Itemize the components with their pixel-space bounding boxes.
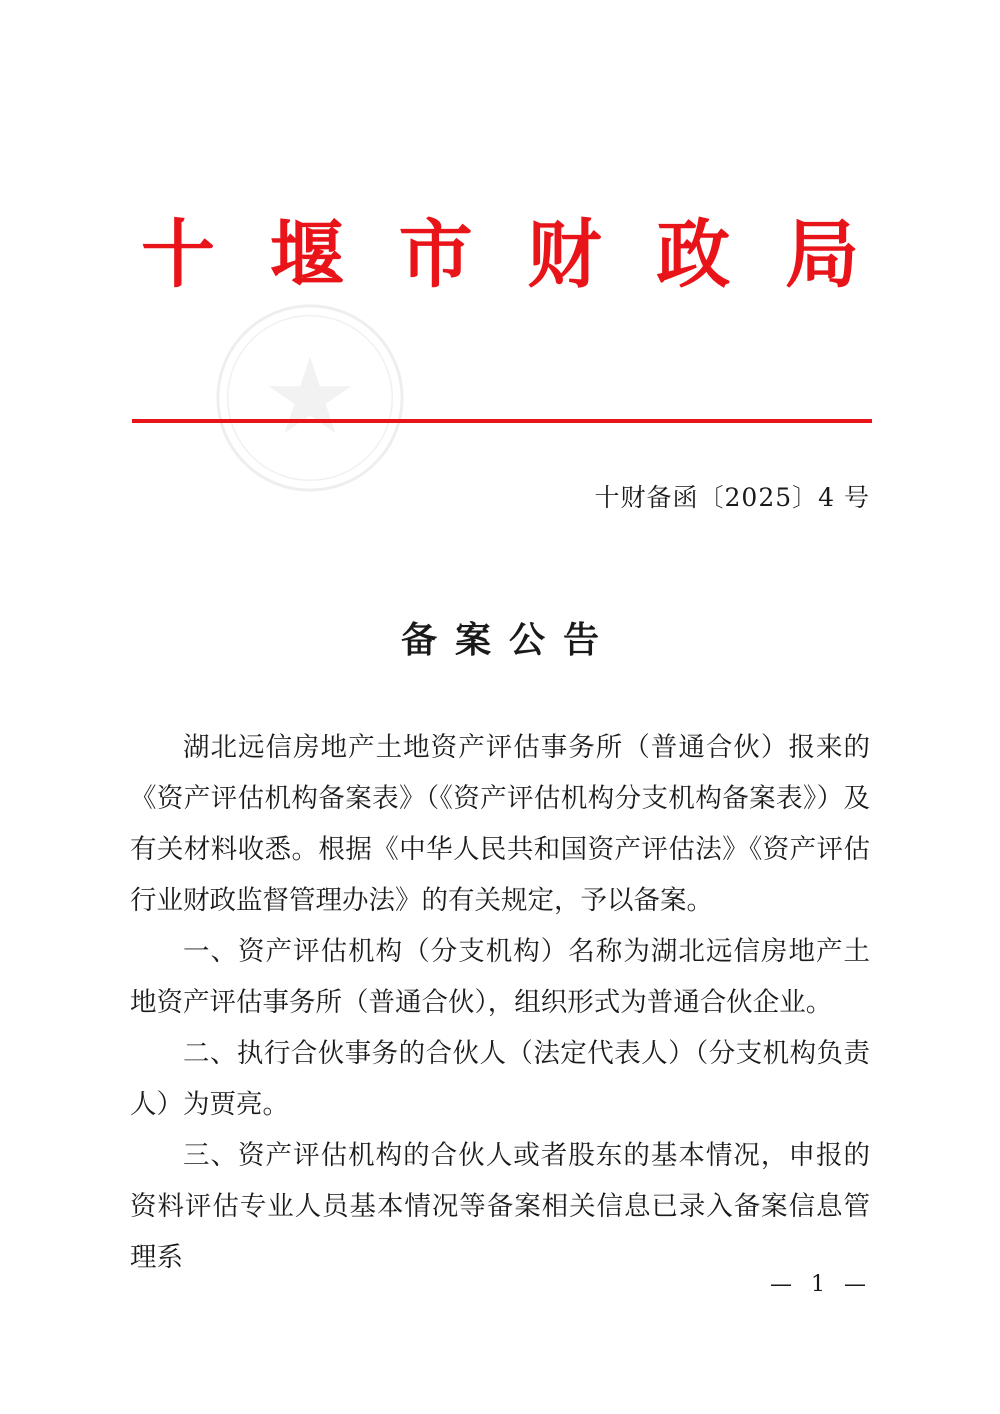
body-paragraph: 一、资产评估机构（分支机构）名称为湖北远信房地产土地资产评估事务所（普通合伙），组织形式为普通合伙企业。 [130, 936, 870, 1018]
masthead-char: 政 [656, 212, 731, 298]
masthead-char: 堰 [269, 212, 344, 298]
red-separator-line [132, 419, 872, 423]
masthead-char: 局 [784, 212, 859, 298]
document-title: 备案公告 [400, 620, 617, 661]
masthead-char: 市 [398, 212, 473, 298]
body-paragraph: 三、资产评估机构的合伙人或者股东的基本情况，申报的资料评估专业人员基本情况等备案相关信息已录入备案信息管理系 [130, 1140, 870, 1273]
masthead-char: 十 [141, 212, 215, 298]
body-paragraph: 二、执行合伙事务的合伙人（法定代表人）（分支机构负责人）为贾亮。 [130, 1038, 870, 1120]
faint-seal-stamp [212, 300, 408, 496]
page-number: — 1 — [770, 1272, 872, 1297]
issuing-authority-masthead [130, 205, 870, 305]
document-body [130, 722, 870, 1283]
document-number: 十财备函〔2025〕4 号 [594, 483, 870, 512]
body-paragraph: 湖北远信房地产土地资产评估事务所（普通合伙）报来的《资产评估机构备案表》（《资产评估机构分支机构备案表》）及有关材料收悉。根据《中华人民共和国资产评估法》《资产评估行业财政监督管理办法》的有关规定，予以备案。 [130, 732, 870, 916]
masthead-char: 财 [527, 212, 602, 298]
